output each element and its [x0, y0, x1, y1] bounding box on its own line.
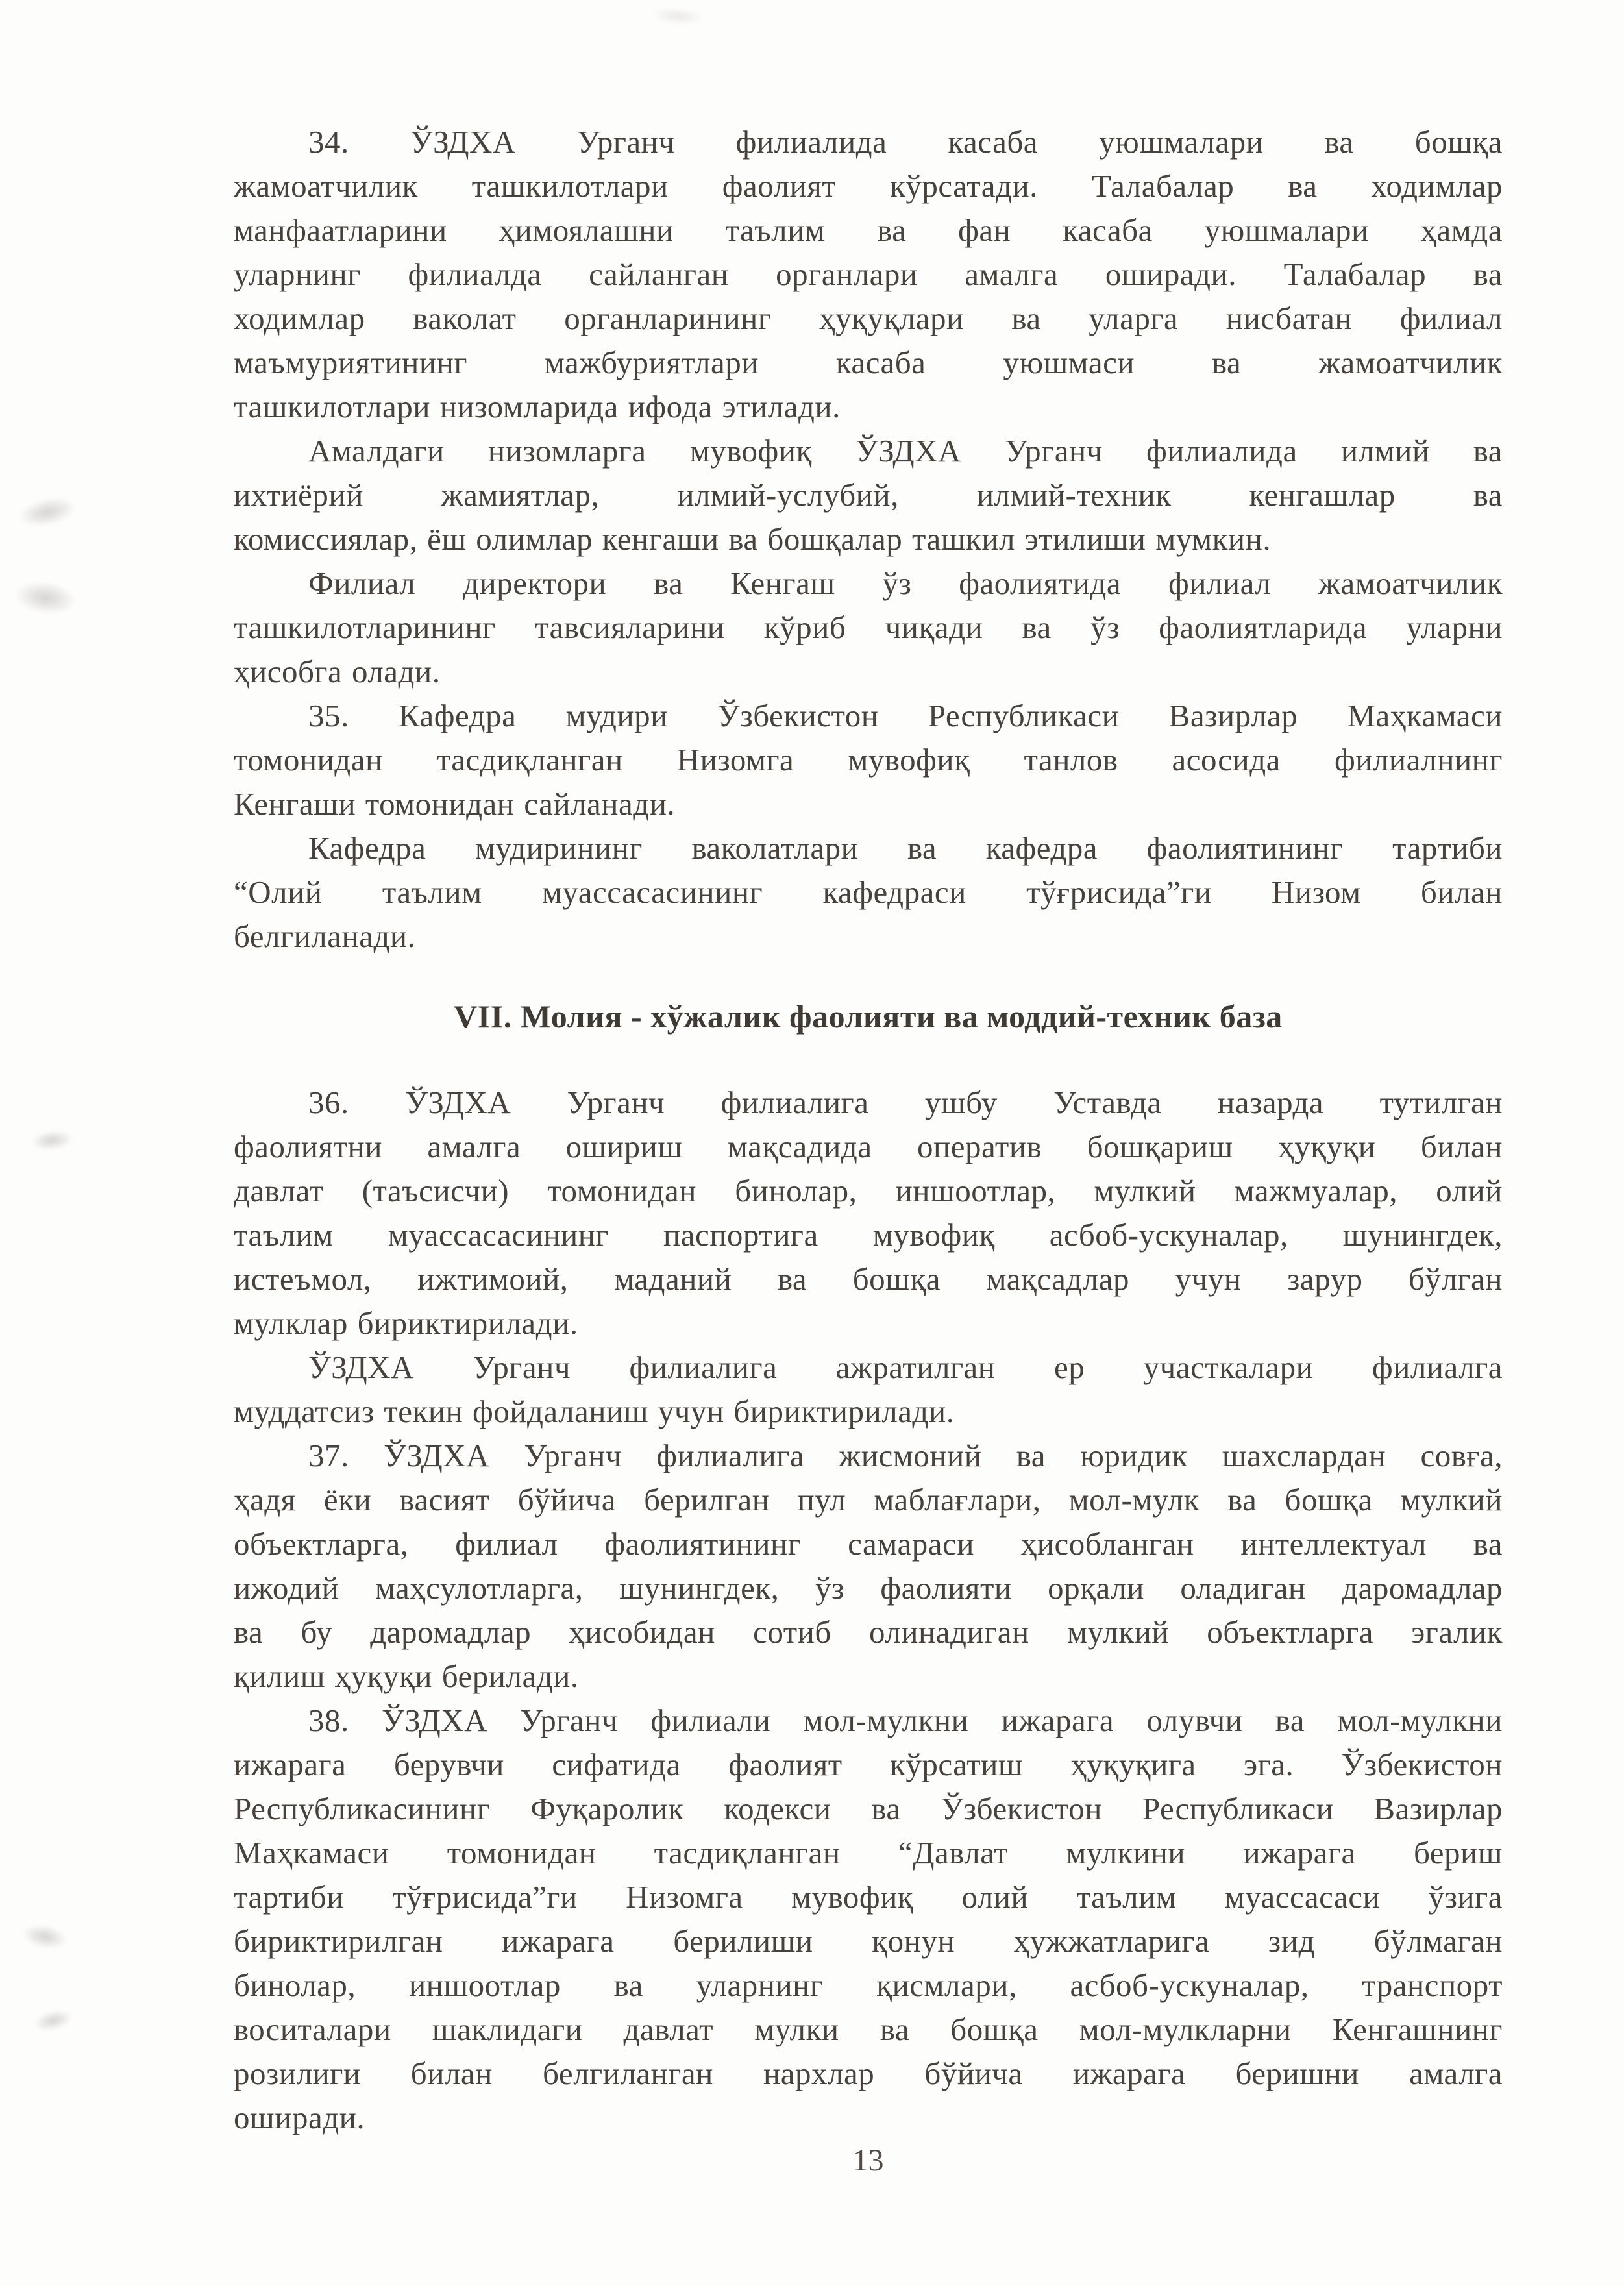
text-line: ташкилотларининг тавсияларини кўриб чиқади ва ўз фаолиятларида уларни	[234, 609, 1503, 645]
text-line: ижарага берувчи сифатида фаолият кўрсатиш ҳуқуқига эга. Ўзбекистон	[234, 1747, 1503, 1782]
paragraph	[234, 694, 1503, 826]
scan-smudge	[31, 1129, 74, 1153]
text-line: ижодий маҳсулотларга, шунингдек, ўз фаолияти орқали оладиган даромадлар	[234, 1570, 1503, 1606]
text-line: ташкилотлари низомларида ифода этилади.	[234, 389, 841, 424]
text-line: “Олий таълим муассасасининг кафедраси тўғрисида”ги Низом билан	[234, 874, 1503, 910]
paragraph	[234, 429, 1503, 561]
text-line: белгиланади.	[234, 918, 416, 954]
text-line: ходимлар ваколат органларининг ҳуқуқлари ва уларга нисбатан филиал	[234, 301, 1503, 336]
text-line: уларнинг филиалда сайланган органлари амалга оширади. Талабалар ва	[234, 256, 1503, 292]
text-line: 34. ЎЗДХА Урганч филиалида касаба уюшмалари ва бошқа	[308, 124, 1503, 160]
text-line: 35. Кафедра мудири Ўзбекистон Республикаси Вазирлар Маҳкамаси	[308, 698, 1503, 733]
scan-smudge	[16, 493, 79, 532]
text-line: таълим муассасасининг паспортига мувофиқ асбоб-ускуналар, шунингдек,	[234, 1217, 1503, 1253]
text-line: мулклар бириктирилади.	[234, 1305, 578, 1341]
text-line: бириктирилган ижарага берилиши қонун ҳужжатларига зид бўлмаган	[234, 1923, 1503, 1959]
scan-smudge	[652, 6, 705, 27]
text-line: 38. ЎЗДХА Урганч филиали мол-мулкни ижарага олувчи ва мол-мулкни	[308, 1702, 1503, 1738]
text-line: фаолиятни амалга ошириш мақсадида оператив бошқариш ҳуқуқи билан	[234, 1129, 1503, 1164]
text-line: томонидан тасдиқланган Низомга мувофиқ танлов асосида филиалнинг	[234, 742, 1503, 778]
text-line: жамоатчилик ташкилотлари фаолият кўрсатади. Талабалар ва ходимлар	[234, 168, 1503, 204]
text-line: манфаатларини ҳимоялашни таълим ва фан касаба уюшмалари ҳамда	[234, 212, 1503, 248]
text-line: ЎЗДХА Урганч филиалига ажратилган ер участкалари филиалга	[308, 1349, 1503, 1385]
text-line: маъмуриятининг мажбуриятлари касаба уюшмаси ва жамоатчилик	[234, 345, 1503, 380]
text-line: Филиал директори ва Кенгаш ўз фаолиятида филиал жамоатчилик	[308, 565, 1503, 601]
text-line: тартиби тўғрисида”ги Низомга мувофиқ олий таълим муассасаси ўзига	[234, 1879, 1503, 1915]
text-line: комиссиялар, ёш олимлар кенгаши ва бошқалар ташкил этилиши мумкин.	[234, 521, 1272, 557]
text-line: ҳадя ёки васият бўйича берилган пул маблағлари, мол-мулк ва бошқа мулкий	[234, 1482, 1503, 1518]
text-line: воситалари шаклидаги давлат мулки ва бошқа мол-мулкларни Кенгашнинг	[234, 2011, 1503, 2047]
paragraph	[234, 1434, 1503, 1699]
scan-smudge	[32, 2006, 74, 2035]
page-number: 13	[852, 2143, 884, 2178]
text-line: оширади.	[234, 2100, 365, 2135]
text-line: Маҳкамаси томонидан тасдиқланган “Давлат мулкини ижарага бериш	[234, 1835, 1503, 1871]
text-line: 36. ЎЗДХА Урганч филиалига ушбу Уставда назарда тутилган	[308, 1085, 1503, 1120]
text-line: Республикасининг Фуқаролик кодекси ва Ўзбекистон Республикаси Вазирлар	[234, 1791, 1503, 1826]
text-line: Кафедра мудирининг ваколатлари ва кафедра фаолиятининг тартиби	[308, 830, 1503, 866]
paragraph	[234, 561, 1503, 694]
text-body	[234, 120, 1503, 2140]
paragraph	[234, 120, 1503, 429]
text-line: ва бу даромадлар ҳисобидан сотиб олинадиган мулкий объектларга эгалик	[234, 1614, 1503, 1650]
text-line: бинолар, иншоотлар ва уларнинг қисмлари, асбоб-ускуналар, транспорт	[234, 1967, 1503, 2003]
paragraph	[234, 1346, 1503, 1434]
text-line: Кенгаши томонидан сайланади.	[234, 786, 676, 822]
text-line: қилиш ҳуқуқи берилади.	[234, 1658, 579, 1694]
paragraph	[234, 826, 1503, 959]
text-line: розилиги билан белгиланган нархлар бўйича ижарага беришни амалга	[234, 2056, 1503, 2091]
text-line: объектларга, филиал фаолиятининг самараси ҳисобланган интеллектуал ва	[234, 1526, 1503, 1562]
scan-smudge	[12, 578, 79, 619]
text-line: ҳисобга олади.	[234, 654, 441, 689]
text-line: Амалдаги низомларга мувофиқ ЎЗДХА Урганч филиалида илмий ва	[308, 433, 1503, 469]
text-line: 37. ЎЗДХА Урганч филиалига жисмоний ва юридик шахслардан совға,	[308, 1438, 1503, 1473]
text-line: муддатсиз текин фойдаланиш учун бириктирилади.	[234, 1394, 955, 1429]
text-line: давлат (таъсисчи) томонидан бинолар, иншоотлар, мулкий мажмуалар, олий	[234, 1173, 1503, 1209]
text-line: ихтиёрий жамиятлар, илмий-услубий, илмий-техник кенгашлар ва	[234, 477, 1503, 513]
section-heading: VII. Молия - хўжалик фаолияти ва моддий-техник база	[454, 998, 1283, 1035]
paragraph	[234, 1699, 1503, 2140]
scan-smudge	[20, 1921, 69, 1952]
text-line: истеъмол, ижтимоий, маданий ва бошқа мақсадлар учун зарур бўлган	[234, 1261, 1503, 1297]
paragraph	[234, 1081, 1503, 1346]
